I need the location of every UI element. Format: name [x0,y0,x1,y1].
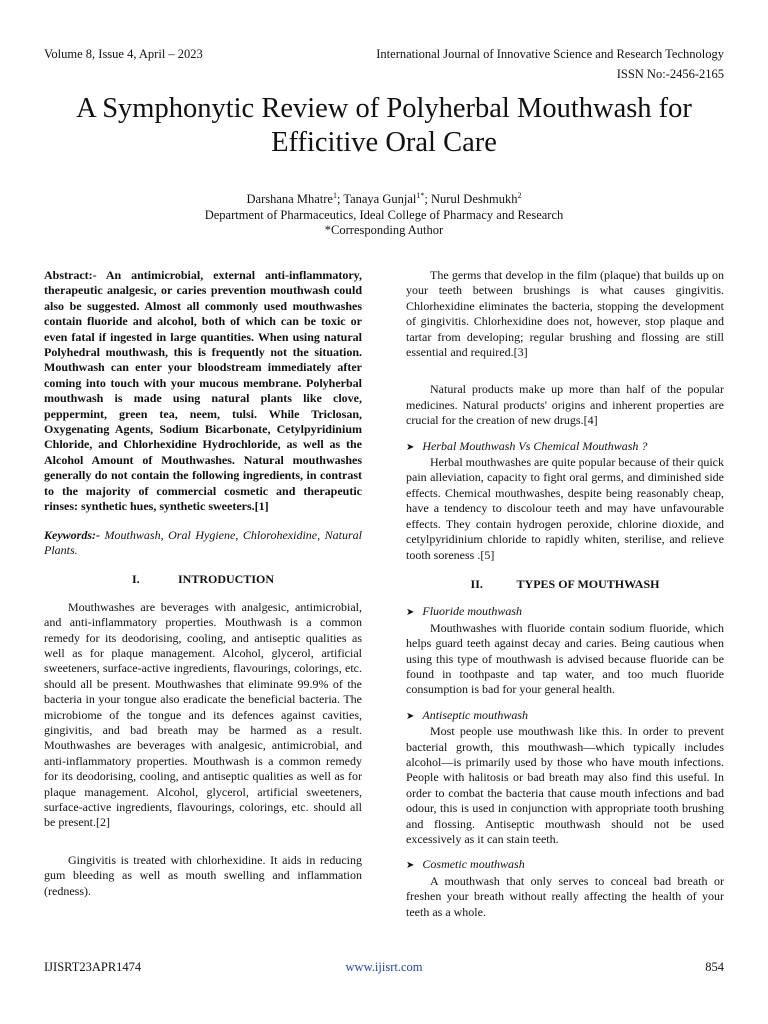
keywords-text: Mouthwash, Oral Hygiene, Chlorohexidine, Natural Plants. [44,527,362,557]
paper-title [40,92,728,160]
section-title: INTRODUCTION [177,572,274,587]
affiliation: Department of Pharmaceutics, Ideal College of Pharmacy and Research [204,207,564,222]
arrow-bullet-icon: ➤ [406,860,415,872]
subheading-text: Fluoride mouthwash [422,604,523,619]
paragraph-cosmetic: A mouthwash that only serves to conceal bad breath or freshen your breath without really affecting the health of your teeth as a whole. [406,873,724,919]
subheading-fluoride [406,604,724,620]
footer-page-number: 854 [705,960,724,974]
header-volume: Volume 8, Issue 4, April – 2023 [44,47,203,61]
author-sep: ; [336,192,344,206]
author-2: Tanaya Gunjal [343,192,417,206]
section-number: I. [131,572,140,587]
keywords [44,528,362,559]
right-column [406,268,724,920]
subheading-antiseptic [406,708,724,724]
intro-paragraph-2: Gingivitis is treated with chlorhexidine. It aids in reducing gum bleeding as well as mouth swelling and inflammation (redness). [44,852,362,898]
header-journal: International Journal of Innovative Science and Research Technology [376,47,724,61]
subheading-text: Cosmetic mouthwash [422,857,525,872]
section-heading-types [406,577,724,592]
paragraph-fluoride: Mouthwashes with fluoride contain sodium fluoride, which helps guard teeth against decay and caries. Being cautious when using this type of mouthwash is advised because fluoride can be found in toothpaste and tap water, and too much fluoride consumption is bad for your general health. [406,620,724,697]
left-column [44,268,362,899]
paragraph-herbal-vs-chemical: Herbal mouthwashes are quite popular because of their quick pain alleviation, capacity to fight oral germs, and diminished side effects. Chemical mouthwashes, despite being reasonably cheap, have a tendency to discolour teeth and may have unfavourable effects. They contain hydrogen peroxide, chlorine dioxide, and cetylpyridinium chloride to rapidly whiten, sterilise, and relieve tooth soreness .[5] [406,455,724,562]
author-3-affil: 2 [517,191,522,200]
keywords-label: Keywords:- [44,527,100,542]
paragraph-antiseptic: Most people use mouthwash like this. In order to prevent bacterial growth, this mouthwash—which typically includes alcohol—is primarily used by those who have mouth infections. People with halitosis or bad breath may also find this useful. In order to combat the bacteria that cause mouth infections and bad odour, this is used in conjunction with appropriate tooth brushing and flossing. Antiseptic mouthwash should not be used excessively as it can stain teeth. [406,724,724,846]
footer-article-code: IJISRT23APR1474 [44,960,142,974]
author-sep: ; [424,192,431,206]
arrow-bullet-icon: ➤ [406,710,415,722]
author-1-affil: 1 [332,191,337,200]
author-3: Nurul Deshmukh [431,192,518,206]
paragraph-gingivitis-cause: The germs that develop in the film (plaque) that builds up on your teeth between brushings is what causes gingivitis. Chlorhexidine eliminates the bacteria, stopping the development of gingivitis. Chlorhexidine does not, however, stop plaque and tartar from developing; regular brushing and flossing are still essential and required.[3] [406,268,724,360]
footer-website [0,960,768,975]
author-2-affil: 1* [416,191,425,200]
corresponding-author: *Corresponding Author [324,223,444,237]
section-number: II. [470,576,483,591]
header-issn: ISSN No:-2456-2165 [616,67,724,81]
subheading-cosmetic [406,857,724,873]
subheading-herbal-vs-chemical [406,439,724,455]
section-title: TYPES OF MOUTHWASH [516,576,660,591]
website-link[interactable]: www.ijisrt.com [345,960,423,974]
section-heading-introduction [44,572,362,587]
abstract: Abstract:- An antimicrobial, external anti-inflammatory, therapeutic analgesic, or caries prevention mouthwash could also be suggested. Almost all commonly used mouthwashes contain fluoride and alcohol, both of which can be toxic or even fatal if ingested in large quantities. When using natural Polyhedral mouthwash, this is frequently not the situation. Mouthwash can enter your bloodstream immediately after coming into touch with your mucous membrane. Polyherbal mouthwash is made using natural plants like clove, peppermint, green tea, neem, tulsi. While Triclosan, Oxygenating Agents, Sodium Bicarbonate, Cetylpyridinium Chloride, and Chlorhexidine Hydrochloride, as well as the Alcohol Amount of Mouthwashes. Natural mouthwashes generally do not contain the following ingredients, in contrast to the majority of commercial cosmetic and therapeutic rinses: synthetic hues, synthetic sweeters.[1] [44,268,362,514]
arrow-bullet-icon: ➤ [406,441,415,453]
author-list [40,192,728,208]
author-block [40,192,728,239]
subheading-text: Herbal Mouthwash Vs Chemical Mouthwash ? [422,438,648,453]
title-line-1: A Symphonytic Review of Polyherbal Mouthwash for [76,93,692,124]
arrow-bullet-icon: ➤ [406,607,415,619]
intro-paragraph-1: Mouthwashes are beverages with analgesic, antimicrobial, and anti-inflammatory properties. Mouthwash is a common remedy for its deodorising, cooling, and antiseptic qualities as well as for plaque management. Alcohol, glycerol, artificial sweeteners, surface-active ingredients, flavourings, colorings, etc. should all be present. Mouthwashes that eliminate 99.9% of the bacteria in your tongue also eradicate the beneficial bacteria. The microbiome of the tongue and its defences against cavities, gingivitis, and bad breath may be harmed as a result. Mouthwashes are beverages with analgesic, antimicrobial, and anti-inflammatory properties. Mouthwash is a common remedy for its deodorising, cooling, and antiseptic qualities as well as for plaque management. Alcohol, glycerol, artificial sweeteners, surface-active ingredients, flavourings, colorings, etc. should all be present.[2] [44,599,362,830]
paragraph-natural-products: Natural products make up more than half of the popular medicines. Natural products' origins and inherent properties are crucial for the creation of new drugs.[4] [406,382,724,428]
subheading-text: Antiseptic mouthwash [422,707,529,722]
title-line-2: Efficitive Oral Care [271,127,497,158]
author-1: Darshana Mhatre [246,192,333,206]
